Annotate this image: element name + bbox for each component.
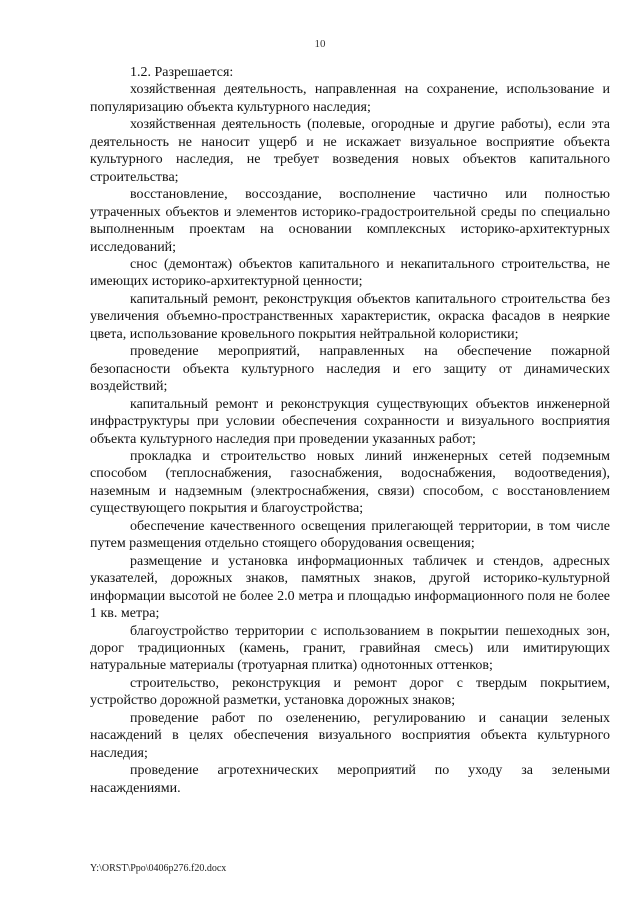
paragraph-12: строительство, реконструкция и ремонт дорог с твердым покрытием, устройство дорожной разметки, установка дорожных знаков; xyxy=(90,675,610,709)
paragraph-9: обеспечение качественного освещения прилегающей территории, в том числе путем размещения отдельно стоящего оборудования освещения; xyxy=(90,518,610,552)
paragraph-8: прокладка и строительство новых линий инженерных сетей подземным способом (теплоснабжения, газоснабжения, водоснабжения, водоотведения), наземным и надземным (электроснабжения, связи) способом, с восстановлением существующего покрытия и благоустройства; xyxy=(90,448,610,517)
paragraph-13: проведение работ по озеленению, регулированию и санации зеленых насаждений в целях обеспечения визуального восприятия объекта культурного наследия; xyxy=(90,710,610,761)
paragraph-10: размещение и установка информационных табличек и стендов, адресных указателей, дорожных знаков, памятных знаков, другой историко-культурной информации высотой не более 2.0 метра и площадью информационного поля не более 1 кв. метра; xyxy=(90,553,610,622)
footer-file-path: Y:\ORST\Ppo\0406p276.f20.docx xyxy=(90,863,227,874)
paragraph-4: снос (демонтаж) объектов капитального и некапитального строительства, не имеющих историко-архитектурной ценности; xyxy=(90,256,610,290)
document-body xyxy=(90,64,610,797)
paragraph-2: хозяйственная деятельность (полевые, огородные и другие работы), если эта деятельность не наносит ущерб и не искажает визуальное восприятие объекта культурного наследия, не требует возведения новых объектов капитального строительства; xyxy=(90,117,610,185)
paragraph-3: восстановление, воссоздание, восполнение частично или полностью утраченных объектов и элементов историко-градостроительной среды по специально выполненным проектам на основании комплексных историко-архитектурных исследований; xyxy=(90,187,610,255)
page-number: 10 xyxy=(314,38,326,50)
paragraph-14: проведение агротехнических мероприятий по уходу за зелеными насаждениями. xyxy=(90,763,610,796)
paragraph-1: хозяйственная деятельность, направленная на сохранение, использование и популяризацию объекта культурного наследия; xyxy=(90,82,610,115)
section-heading: 1.2. Разрешается: xyxy=(130,65,234,80)
paragraph-11: благоустройство территории с использованием в покрытии пешеходных зон, дорог традиционных (камень, гранит, гравийная смесь) или имитирующих натуральные материалы (тротуарная плитка) однотонных оттенков; xyxy=(90,623,610,674)
paragraph-7: капитальный ремонт и реконструкция существующих объектов инженерной инфраструктуры при условии обеспечения сохранности и визуального восприятия объекта культурного наследия при проведении указанных работ; xyxy=(90,396,610,447)
paragraph-6: проведение мероприятий, направленных на обеспечение пожарной безопасности объекта культурного наследия и его защиту от динамических воздействий; xyxy=(90,344,610,395)
paragraph-5: капитальный ремонт, реконструкция объектов капитального строительства без увеличения объемно-пространственных характеристик, окраска фасадов в неяркие цвета, использование кровельного покрытия нейтральной колористики; xyxy=(90,291,610,342)
